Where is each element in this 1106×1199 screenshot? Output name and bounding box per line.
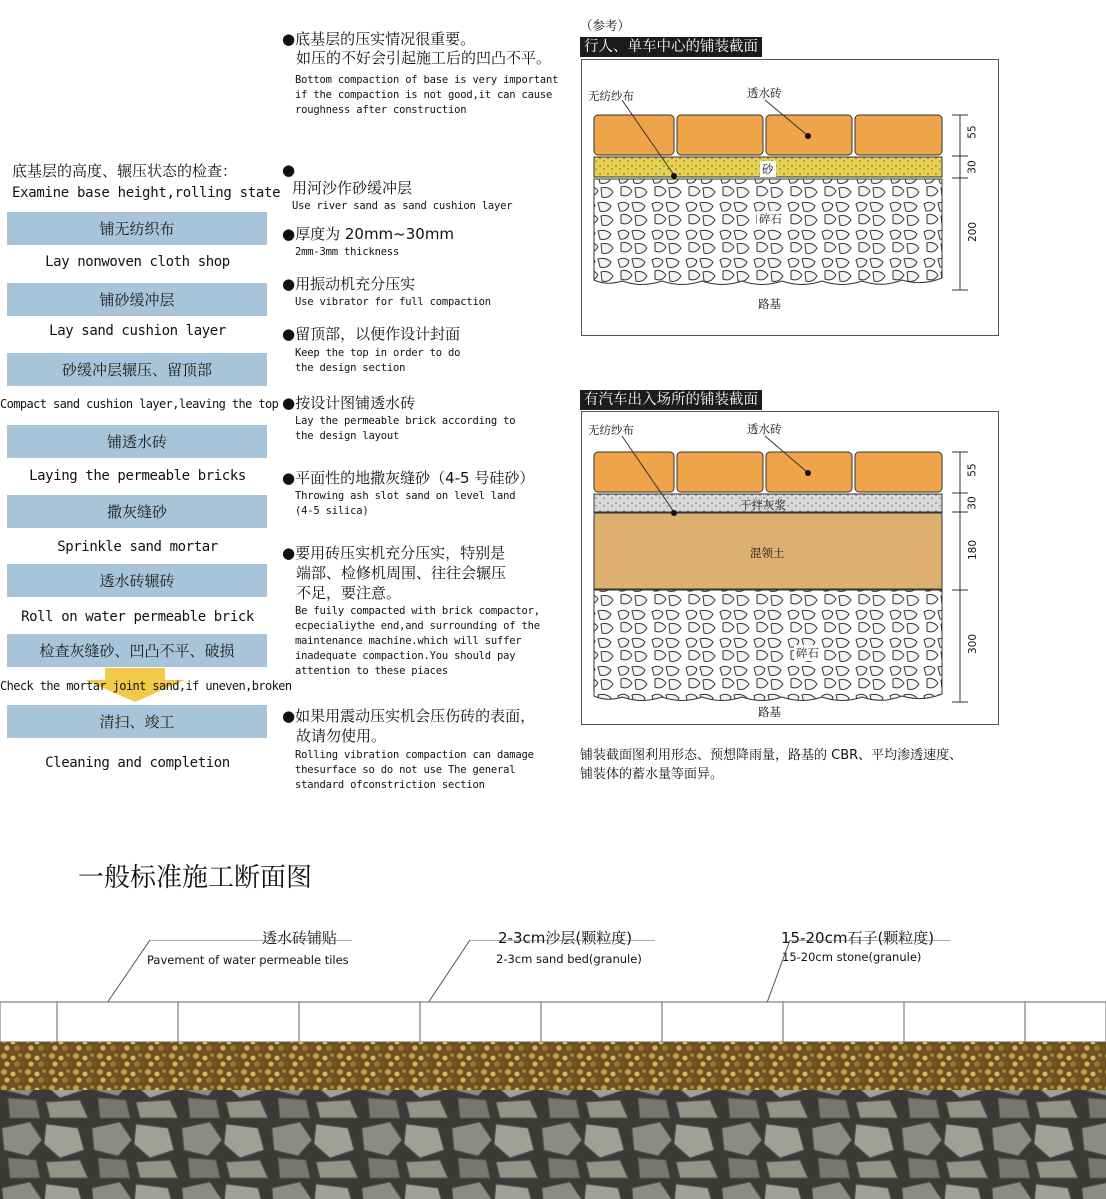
step-en-2: Lay sand cushion layer bbox=[49, 323, 226, 339]
section2-dim-brick: 55 bbox=[966, 463, 979, 477]
bottom-label3-cn: 15-20cm石子(颗粒度) bbox=[781, 929, 935, 947]
section1-title: 行人、单车中心的铺装截面 bbox=[580, 37, 762, 57]
note-4-en: Use vibrator for full compaction bbox=[295, 296, 491, 308]
note-8-cn-1: ●要用砖压实机充分压实，特别是 bbox=[282, 544, 506, 562]
section2-cross-section bbox=[582, 412, 998, 724]
note-8-cn-2: 端部、检修机周围、往往会辗压 bbox=[296, 564, 507, 582]
section2-label-gravel: 碎石 bbox=[796, 646, 819, 660]
section1-label-gravel: 碎石 bbox=[759, 212, 782, 226]
section2-label-brick: 透水砖 bbox=[747, 422, 782, 436]
section1-label-subgrade: 路基 bbox=[758, 297, 781, 311]
note-1-en-1: Bottom compaction of base is very important bbox=[295, 74, 559, 86]
step-box-4: 铺透水砖 bbox=[7, 425, 267, 458]
note-1-en-3: roughness after construction bbox=[295, 104, 467, 116]
step-en-5: Sprinkle sand mortar bbox=[57, 539, 218, 555]
section1-frame bbox=[581, 59, 999, 336]
note-4-cn: ●用振动机充分压实 bbox=[282, 275, 416, 293]
step-box-6: 透水砖辗砖 bbox=[7, 564, 267, 597]
note-6-en-2: the design layout bbox=[295, 430, 400, 442]
section2-label-mortar: 干拌灰浆 bbox=[740, 498, 786, 512]
note-9-en-2: thesurface so do not use The general bbox=[295, 764, 516, 776]
section2-title: 有汽车出入场所的铺装截面 bbox=[580, 390, 762, 410]
note-2-bullet: ● bbox=[282, 161, 296, 179]
note-8-en-1: Be fuily compacted with brick compactor, bbox=[295, 605, 540, 617]
note-7-cn: ●平面性的地撒灰缝砂（4-5 号硅砂） bbox=[282, 469, 535, 487]
bottom-title: 一般标准施工断面图 bbox=[78, 863, 313, 893]
note-5-en-2: the design section bbox=[295, 362, 406, 374]
note-7-en-1: Throwing ash slot sand on level land bbox=[295, 490, 516, 502]
section2-label-subgrade: 路基 bbox=[758, 705, 781, 719]
note-8-en-4: inadequate compaction.You should pay bbox=[295, 650, 516, 662]
section2-label-concrete: 混领土 bbox=[750, 546, 785, 560]
bottom-label1-cn: 透水砖铺贴 bbox=[262, 929, 338, 947]
section1-label-brick: 透水砖 bbox=[747, 86, 782, 100]
step-en-3: Compact sand cushion layer,leaving the top bbox=[0, 397, 279, 411]
caption-line-1: 铺装截面图利用形态、预想降雨量，路基的 CBR、平均渗透速度、 bbox=[580, 748, 963, 763]
step-en-4: Laying the permeable bricks bbox=[29, 468, 246, 484]
step-box-5: 撒灰缝砂 bbox=[7, 495, 267, 528]
section1-cross-section bbox=[582, 60, 998, 335]
step-box-7: 检查灰缝砂、凹凸不平、破损 bbox=[7, 634, 267, 667]
note-2-cn: 用河沙作砂缓冲层 bbox=[292, 179, 413, 197]
note-9-en-3: standard ofconstriction section bbox=[295, 779, 485, 791]
bottom-cross-section bbox=[0, 940, 1106, 1199]
section1-ref: （参考） bbox=[580, 18, 631, 33]
bottom-label3-en: 15-20cm stone(granule) bbox=[782, 950, 922, 964]
note-1-en-2: if the compaction is not good,it can cause bbox=[295, 89, 553, 101]
section1-label-cloth: 无纺纱布 bbox=[588, 89, 634, 103]
note-5-en-1: Keep the top in order to do bbox=[295, 347, 461, 359]
bottom-label1-en: Pavement of water permeable tiles bbox=[147, 953, 349, 967]
bottom-label2-en: 2-3cm sand bed(granule) bbox=[496, 952, 642, 966]
note-9-en-1: Rolling vibration compaction can damage bbox=[295, 749, 534, 761]
bottom-label2-cn: 2-3cm沙层(颗粒度) bbox=[498, 929, 633, 947]
note-5-cn: ●留顶部，以便作设计封面 bbox=[282, 325, 461, 343]
note-8-en-5: attention to these piaces bbox=[295, 665, 449, 677]
flow-title-cn: 底基层的高度、辗压状态的检查： bbox=[12, 162, 238, 180]
section2-frame bbox=[581, 411, 999, 725]
section1-label-sand: 砂 bbox=[762, 162, 774, 176]
note-8-en-2: ecpecialiythe end,and surrounding of the bbox=[295, 620, 540, 632]
note-2-en: Use river sand as sand cushion layer bbox=[292, 200, 513, 212]
note-3-en: 2mm-3mm thickness bbox=[295, 246, 400, 258]
step-box-1: 铺无纺织布 bbox=[7, 212, 267, 245]
note-9-cn-2: 故请勿使用。 bbox=[296, 727, 387, 745]
note-3-cn: ●厚度为 20mm~30mm bbox=[282, 225, 455, 243]
step-box-8: 清扫、竣工 bbox=[7, 705, 267, 738]
section1-dim-sand: 30 bbox=[966, 160, 979, 174]
step-box-2: 铺砂缓冲层 bbox=[7, 283, 267, 316]
section1-dim-brick: 55 bbox=[966, 125, 979, 139]
section2-dim-concrete: 180 bbox=[967, 539, 980, 561]
note-1-cn-1: ●底基层的压实情况很重要。 bbox=[282, 30, 476, 48]
caption-line-2: 铺装体的蓄水量等面异。 bbox=[580, 767, 724, 782]
note-8-cn-3: 不足，要注意。 bbox=[296, 584, 402, 602]
section2-dim-gravel: 300 bbox=[967, 633, 980, 655]
step-box-3: 砂缓冲层辗压、留顶部 bbox=[7, 353, 267, 386]
note-8-en-3: maintenance machine.which will suffer bbox=[295, 635, 522, 647]
step-en-8: Cleaning and completion bbox=[45, 755, 230, 771]
note-7-en-2: (4-5 silica) bbox=[295, 505, 369, 517]
note-1-cn-2: 如压的不好会引起施工后的凹凸不平。 bbox=[296, 49, 552, 67]
section1-dim-gravel: 200 bbox=[967, 221, 980, 243]
step-en-1: Lay nonwoven cloth shop bbox=[45, 254, 230, 270]
section2-dim-mortar: 30 bbox=[966, 496, 979, 510]
note-6-en-1: Lay the permeable brick according to bbox=[295, 415, 516, 427]
section2-label-cloth: 无纺纱布 bbox=[588, 423, 634, 437]
note-9-cn-1: ●如果用震动压实机会压伤砖的表面， bbox=[282, 707, 536, 725]
flow-title-en: Examine base height,rolling state bbox=[12, 185, 281, 201]
note-6-cn: ●按设计图铺透水砖 bbox=[282, 394, 416, 412]
step-en-7: Check the mortar joint sand,if uneven,broken bbox=[0, 679, 292, 693]
step-en-6: Roll on water permeable brick bbox=[21, 609, 254, 625]
